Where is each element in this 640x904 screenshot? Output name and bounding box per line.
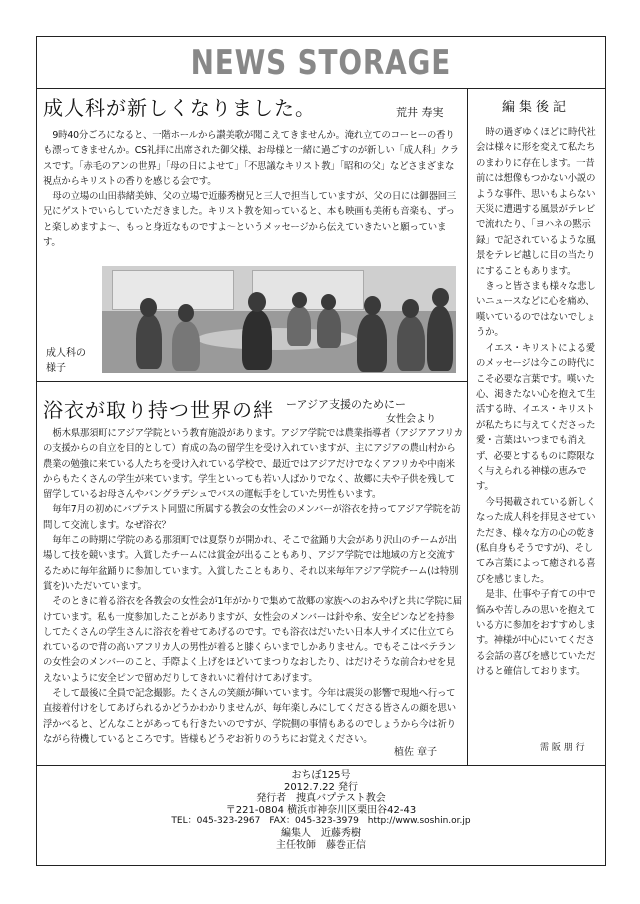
article-paragraph: そして最後に全員で記念撮影。たくさんの笑顔が輝いています。今年は震災の影響で現地へ行って直接着付けをしてあげられるかどうかわかりませんが、毎年楽しみにしてくださる皆さんの顔を思い浮かべると、どんなことがあっても行きたいのですが、学院側の事情もあるのでしょうから今は祈りながら待機しているところです。皆様もどうぞお祈りのうちにお覚えください。 <box>43 688 456 745</box>
publisher: 発行者 捜真バプテスト教会 <box>256 793 386 805</box>
editor: 編集人 近藤秀樹 <box>281 827 361 839</box>
editor-note-paragraph: きっと皆さまも様々な悲しいニュースなどに心を痛め、嘆いているのではないでしょうか。 <box>476 281 596 339</box>
article-paragraph: 毎年この時期に学院のある那須町では夏祭りが開かれ、そこで盆踊り大会があり沢山のチームが出場して技を競います。入賞したチームには賞金が出ることもあり、アジア学院では地域の方と交流するために毎年盆踊りに参加しています。入賞したこともあり、それ以来毎年アジア学院チーム(は特別賞を)いただいています。 <box>43 535 459 592</box>
editor-note-paragraph: 時の過ぎゆくほどに時代社会は様々に形を変えて私たちのまわりに存在します。一昔前には想像もつかない小説のような事件、思いもよらない天災に遭遇する風景がテレビで流れたり、「ヨハネの黙示録」で記されているような風景をテレビ越しに目の当たりにすることもあります。 <box>476 127 596 277</box>
article-body <box>43 426 463 747</box>
photo-caption: 成人科の 様子 <box>46 348 86 374</box>
editor-note-paragraph: イエス・キリストによる愛のメッセージは今この時代にこそ必要な言葉です。嘆いた心、渇きたない心を抱えて生活する時、イエス・キリストが私たちに与えてくださった愛・言葉はいつまでも消えず、必要とするものに際限なく与えられる神様の恵みです。 <box>476 342 596 493</box>
editor-note-body <box>476 125 596 680</box>
editor-note-paragraph: 今号掲載されている新しくなった成人科を拝見させていただき、様々な方の心の乾き(私自身もそうですが)、そしてみ言葉によって癒される喜びを感じました。 <box>476 496 596 585</box>
article-title: 浴衣が取り持つ世界の絆 <box>43 398 274 422</box>
article-title: 成人科が新しくなりました。 <box>43 96 316 120</box>
masthead-title: NEWS STORAGE <box>190 43 452 83</box>
contact: TEL：045-323-2967 FAX：045-323-3979 http://www.soshin.or.jp <box>171 816 471 827</box>
banner-divider <box>36 88 606 89</box>
editor-note-paragraph: 是非、仕事や子育ての中で悩みや苦しみの思いを抱えている方に参加をおすすめします。神様が中心にいてくださる会話の喜びを感じていただけると確信しております。 <box>476 589 596 678</box>
issue-number: おちぼ125号 <box>291 770 351 781</box>
editor-note-title: 編集後記 <box>501 100 570 115</box>
article-subtitle: ーアジア支援のためにー <box>286 398 407 411</box>
article-author: 植佐 章子 <box>394 747 438 758</box>
article-paragraph: 9時40分ごろになると、一階ホールから讃美歌が聞こえてきませんか。淹れ立てのコーヒーの香りも漂ってきませんか。CS礼拝に出席された御父様、お母様と一緒に過ごすのが新しい「成人科」クラスです。「赤毛のアンの世界」「母の日によせて」「不思議なキリスト教」「昭和の父」などさまざまな視点からキリストの香りを感じる会です。 <box>43 130 459 187</box>
article-paragraph: 栃木県那須町にアジア学院という教育施設があります。アジア学院では農業指導者（アジアアフリカの支援からの自立を目的として）育成の為の留学生を受け入れていますが、主にアジアの農山村から農業の勉強に来ている人たちを受け入れている学校で、最近ではアジアだけでなくアフリカや中南米からもたくさんの学生が来ています。学生といっても若い人ばかりでなく、故郷に夫や子供を残して留学しているお母さんやバングラデシュでバスの運転手をしていた男性もいます。 <box>43 428 463 501</box>
colophon-divider <box>36 765 606 766</box>
colophon <box>36 770 606 851</box>
article-subtitle-group: 女性会より <box>386 414 436 425</box>
article-author: 荒井 寿実 <box>396 106 444 119</box>
editor-note-signature: 需 阪 朋 行 <box>540 743 585 753</box>
article-divider <box>36 381 467 382</box>
article-paragraph: そのときに着る浴衣を各教会の女性会が1年がかりで集めて故郷の家族へのおみやげと共に学院に届けています。私も一度参加したことがありますが、女性会のメンバーは針や糸、安全ピンなどを持参してたくさんの学生さんに浴衣を着せてあげるのです。でも浴衣はだいたい日本人サイズに仕立てられているので背の高いアフリカ人の男性が着ると膝くらいまでしかありません。でもそこはベテランの女性会のメンバーのこと、手際よく上げをほどいてまつりなおしたり、はだけそうな前合わせを見えないように安全ピンで留めだりしてきれいに着付けてあげます。 <box>43 596 462 684</box>
column-divider <box>467 88 468 765</box>
issue-date: 2012.7.22 発行 <box>283 781 359 793</box>
class-photo <box>102 266 456 373</box>
article-paragraph: 毎年7月の初めにバプテスト同盟に所属する教会の女性会のメンバーが浴衣を持ってアジア学院を訪問して交流します。なぜ浴衣？ <box>43 504 461 531</box>
masthead <box>36 36 606 88</box>
address: 〒221-0804 横浜市神奈川区栗田谷42-43 <box>225 804 417 816</box>
article-paragraph: 母の立場の山田恭緒美姉、父の立場で近藤秀樹兄と三人で担当していますが、父の日には御器回三兄にゲストでいらしていただきました。キリスト教を知っていると、本も映画も美術も音楽も、ずっと楽しめますよ〜、もっと身近なものですよ〜というメッセージから伝えていきたいと願っています。 <box>43 191 457 249</box>
article-body <box>43 128 463 250</box>
pastor: 主任牧師 藤巻正信 <box>276 839 366 851</box>
